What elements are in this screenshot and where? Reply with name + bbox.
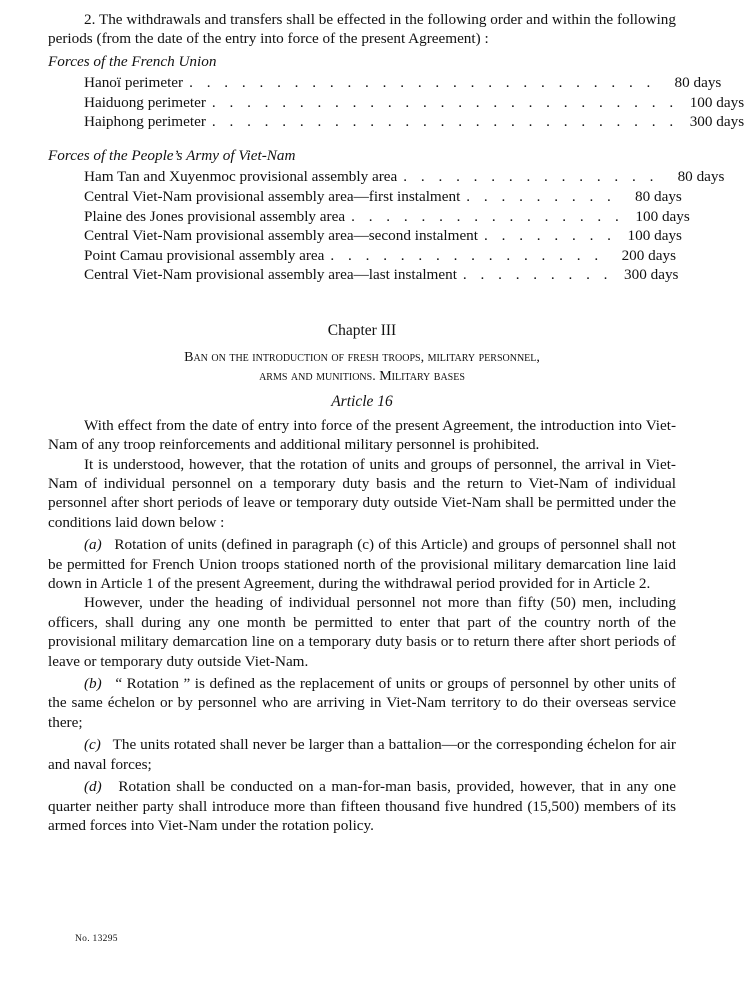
chapter-title: Chapter III (327, 321, 397, 339)
french-union-table (84, 73, 744, 132)
chapter-heading-line1: Ban on the introduction of fresh troops, military personnel, (184, 350, 540, 366)
peoples-army-table (84, 167, 725, 285)
paragraph-a-continued: However, under the heading of individual personnel not more than fifty (50) men, including officers, shall during any one month be permitted to enter that part of the country north of the provisional military demarcation line on a temporary duty basis or to return there after short periods of leave or temporary duty outside Viet-Nam. (48, 594, 676, 670)
document-number: No. 13295 (75, 934, 118, 944)
paragraph-d-marker: (d) (84, 778, 102, 796)
intro-paragraph: 2. The withdrawals and transfers shall be effected in the following order and within the following periods (from the date of the entry into force of the present Agreement) : (48, 11, 676, 48)
paragraph-d: (d) Rotation shall be conducted on a man-for-man basis, provided, however, that in any one quarter neither party shall introduce more than fifteen thousand five hundred (15,500) members of its armed forces into Viet-Nam under the rotation policy. (48, 778, 676, 834)
paragraph-a: (a) Rotation of units (defined in paragraph (c) of this Article) and groups of personnel shall not be permitted for French Union troops stationed north of the provisional military demarcation line laid down in Article 1 of the present Agreement, during the withdrawal period provided for in Article 2. (48, 536, 676, 593)
peoples-army-heading: Forces of the People’s Army of Viet-Nam (48, 147, 296, 164)
paragraph-c-marker: (c) (84, 736, 101, 754)
paragraph-2: It is understood, however, that the rotation of units and groups of personnel, the arrival in Viet-Nam of individual personnel on a temporary duty basis and the return to Viet-Nam of individual personnel after short periods of leave or temporary duty outside Viet-Nam shall be permitted under the conditions laid down below : (48, 455, 676, 531)
table-row: Hanoï perimeter . . . . . . . . . . . . . . . . . . . . . . . . . . . 80 days (84, 74, 722, 92)
paragraph-b: (b) “ Rotation ” is defined as the replacement of units or groups of personnel by other units of the same échelon or by personnel who are arriving in Viet-Nam territory to do their overseas service there; (48, 675, 676, 731)
chapter-heading-line2: arms and munitions. Military bases (259, 369, 465, 385)
table-row: Haiduong perimeter . . . . . . . . . . . . . . . . . . . . . . . . . . . 100 days (84, 93, 744, 111)
french-union-heading: Forces of the French Union (48, 52, 217, 70)
table-row: Central Viet-Nam provisional assembly area—second instalment . . . . . . . . 100 days (84, 227, 682, 245)
table-row: Ham Tan and Xuyenmoc provisional assembly area . . . . . . . . . . . . . . . 80 days (84, 168, 725, 186)
paragraph-a-marker: (a) (84, 536, 102, 554)
article-title: Article 16 (331, 393, 393, 411)
table-row: Point Camau provisional assembly area . . . . . . . . . . . . . . . . 200 days (84, 246, 676, 264)
table-row: Plaine des Jones provisional assembly area . . . . . . . . . . . . . . . . 100 days (84, 207, 690, 225)
document-page (48, 10, 744, 835)
paragraph-c: (c) The units rotated shall never be larger than a battalion—or the corresponding échelon for air and naval forces; (48, 736, 676, 773)
paragraph-1: With effect from the date of entry into force of the present Agreement, the introduction into Viet-Nam of any troop reinforcements and additional military personnel is prohibited. (48, 416, 676, 454)
table-row: Central Viet-Nam provisional assembly area—last instalment . . . . . . . . . 300 days (84, 266, 679, 284)
table-row: Haiphong perimeter . . . . . . . . . . . . . . . . . . . . . . . . . . . 300 days (84, 113, 744, 131)
table-row: Central Viet-Nam provisional assembly area—first instalment . . . . . . . . . 80 days (84, 188, 682, 205)
paragraph-b-marker: (b) (84, 675, 102, 693)
